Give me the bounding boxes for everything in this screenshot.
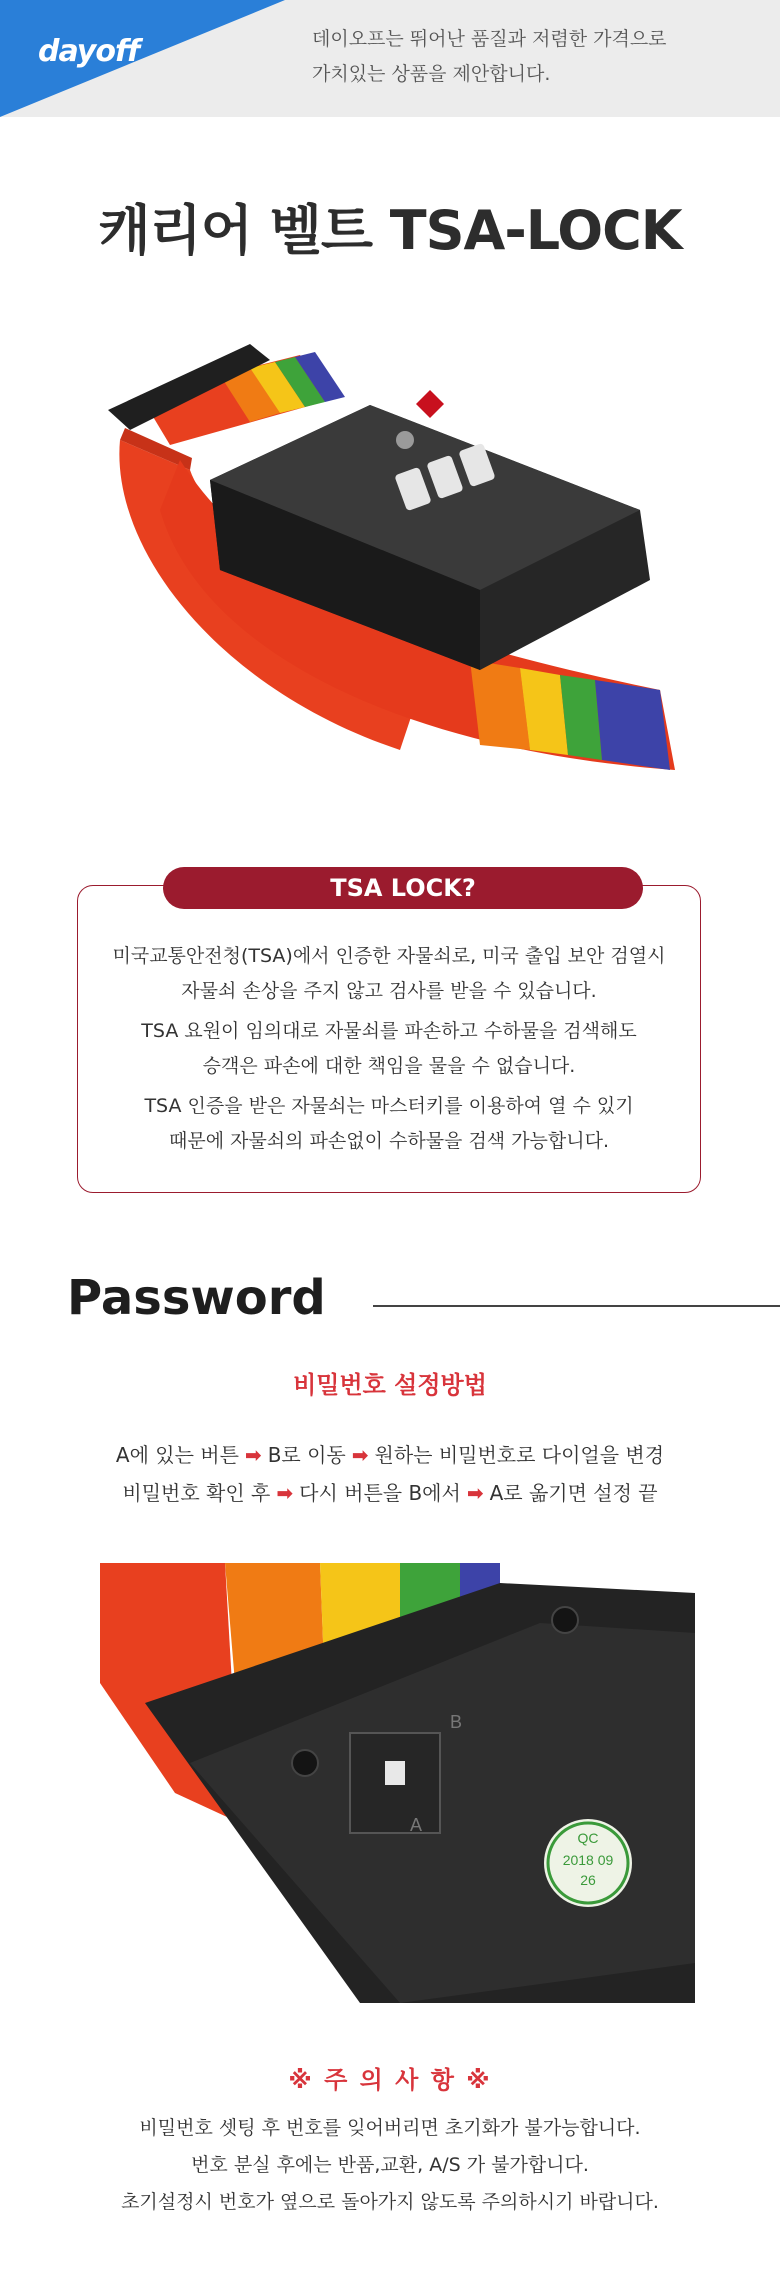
sticker-day: 26: [580, 1872, 596, 1888]
brand-logo[interactable]: dayoff: [38, 34, 140, 69]
lock-underside-image: [100, 1563, 695, 2003]
header-band: [0, 0, 780, 117]
right-arrow-icon: ➡: [276, 1481, 294, 1505]
step-2a: 비밀번호 확인 후: [122, 1481, 271, 1505]
tsa-p3-line-2: 때문에 자물쇠의 파손없이 수하물을 검색 가능합니다.: [168, 1130, 610, 1152]
tagline-line-2: 가치있는 상품을 제안합니다.: [312, 63, 551, 85]
caution-line-2: 번호 분실 후에는 반품,교환, A/S 가 불가합니다.: [191, 2154, 589, 2176]
tsa-p2-line-2: 승객은 파손에 대한 책임을 물을 수 없습니다.: [202, 1055, 576, 1077]
tsa-p1-line-1: 미국교통안전청(TSA)에서 인증한 자물쇠로, 미국 출입 보안 검열시: [112, 945, 666, 967]
tsa-p2-line-1: TSA 요원이 임의대로 자물쇠를 파손하고 수하물을 검색해도: [141, 1020, 637, 1042]
tsa-heading-badge: TSA LOCK?: [163, 867, 643, 909]
step-2c: A로 옮기면 설정 끝: [489, 1481, 658, 1505]
tsa-p1-line-2: 자물쇠 손상을 주지 않고 검사를 받을 수 있습니다.: [181, 980, 597, 1002]
step-1a: A에 있는 버튼: [115, 1443, 239, 1467]
sticker-date: 2018 09: [562, 1852, 614, 1868]
tsa-paragraph-3: [77, 1089, 701, 1159]
caution-title: ※ 주 의 사 항 ※: [288, 2066, 492, 2094]
qc-sticker: [544, 1819, 632, 1907]
password-heading: Password: [67, 1270, 326, 1326]
sticker-qc: QC: [577, 1830, 599, 1846]
caution-line-3: 초기설정시 번호가 옆으로 돌아가지 않도록 주의하시기 바랍니다.: [121, 2191, 659, 2213]
tsa-p3-line-1: TSA 인증을 받은 자물쇠는 마스터키를 이용하여 열 수 있기: [144, 1095, 634, 1117]
product-title: 캐리어 벨트 TSA-LOCK: [98, 199, 682, 262]
instruction-line-2: [0, 1475, 780, 1511]
tsa-paragraph-1: [77, 939, 701, 1009]
switch-label-b: B: [450, 1712, 463, 1732]
tagline-line-1: 데이오프는 뛰어난 품질과 저렴한 가격으로: [312, 28, 667, 50]
step-2b: 다시 버튼을 B에서: [299, 1481, 461, 1505]
step-1b: B로 이동: [267, 1443, 346, 1467]
step-1c: 원하는 비밀번호로 다이얼을 변경: [374, 1443, 665, 1467]
tsa-paragraph-2: [77, 1014, 701, 1084]
right-arrow-icon: ➡: [351, 1443, 369, 1467]
belt-rainbow-right: [470, 660, 670, 770]
password-subheading: 비밀번호 설정방법: [293, 1371, 487, 1399]
switch-label-a: A: [410, 1815, 423, 1835]
caution-line-1: 비밀번호 셋팅 후 번호를 잊어버리면 초기화가 불가능합니다.: [139, 2117, 641, 2139]
right-arrow-icon: ➡: [244, 1443, 262, 1467]
tagline: [312, 22, 667, 92]
right-arrow-icon: ➡: [466, 1481, 484, 1505]
section-divider: [373, 1305, 780, 1307]
product-image: [100, 330, 680, 800]
instruction-line-1: [0, 1437, 780, 1473]
